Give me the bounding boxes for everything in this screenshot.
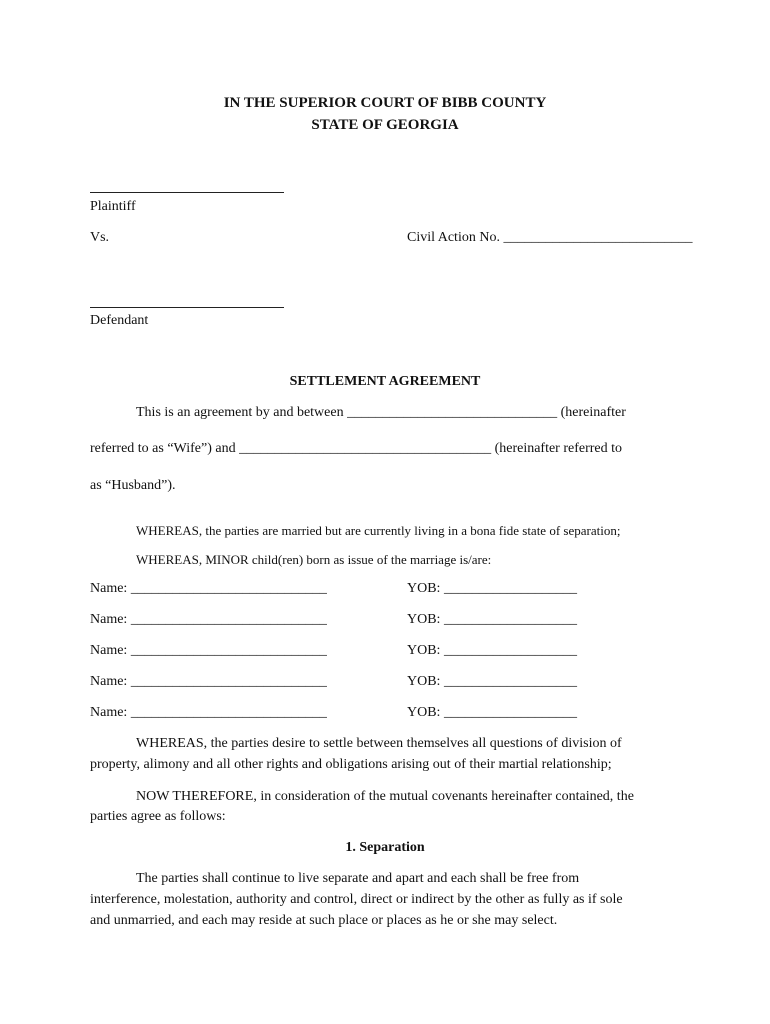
child-yob-field: YOB: ___________________ [407, 705, 577, 720]
child-name-field: Name: ____________________________ [90, 674, 327, 689]
intro-line-3: as “Husband”). [90, 478, 176, 493]
plaintiff-signature-line [90, 192, 284, 193]
court-heading: IN THE SUPERIOR COURT OF BIBB COUNTY [223, 95, 547, 111]
agreement-title: SETTLEMENT AGREEMENT [289, 374, 481, 389]
section-1-line-2: interference, molestation, authority and control, direct or indirect by the other as fully as if sole [90, 892, 623, 907]
child-yob-field: YOB: ___________________ [407, 643, 577, 658]
child-yob-field: YOB: ___________________ [407, 581, 577, 596]
defendant-signature-line [90, 307, 284, 308]
whereas-separation: WHEREAS, the parties are married but are currently living in a bona fide state of separation; [136, 523, 621, 538]
whereas-children: WHEREAS, MINOR child(ren) born as issue of the marriage is/are: [136, 552, 492, 567]
section-1-line-1: The parties shall continue to live separate and apart and each shall be free from [136, 871, 580, 886]
child-name-field: Name: ____________________________ [90, 705, 327, 720]
child-name-field: Name: ____________________________ [90, 581, 327, 596]
defendant-label: Defendant [90, 313, 149, 328]
intro-line-2: referred to as “Wife”) and ____________________________________ (hereinafter referred to [90, 441, 623, 456]
civil-action-label: Civil Action No. ___________________________ [407, 230, 693, 245]
intro-line-1: This is an agreement by and between ______________________________ (hereinafter [136, 405, 626, 420]
whereas-settle-line-2: property, alimony and all other rights and obligations arising out of their martial relationship; [90, 757, 612, 772]
section-1-line-3: and unmarried, and each may reside at such place or places as he or she may select. [90, 913, 558, 928]
now-therefore-line-1: NOW THEREFORE, in consideration of the mutual covenants hereinafter contained, the [136, 789, 634, 804]
whereas-settle-line-1: WHEREAS, the parties desire to settle between themselves all questions of division of [136, 736, 622, 751]
vs-label: Vs. [90, 230, 110, 245]
now-therefore-line-2: parties agree as follows: [90, 809, 226, 824]
plaintiff-label: Plaintiff [90, 199, 136, 214]
child-yob-field: YOB: ___________________ [407, 612, 577, 627]
section-1-title: 1. Separation [345, 840, 425, 855]
child-name-field: Name: ____________________________ [90, 612, 327, 627]
child-name-field: Name: ____________________________ [90, 643, 327, 658]
state-heading: STATE OF GEORGIA [311, 117, 459, 133]
child-yob-field: YOB: ___________________ [407, 674, 577, 689]
